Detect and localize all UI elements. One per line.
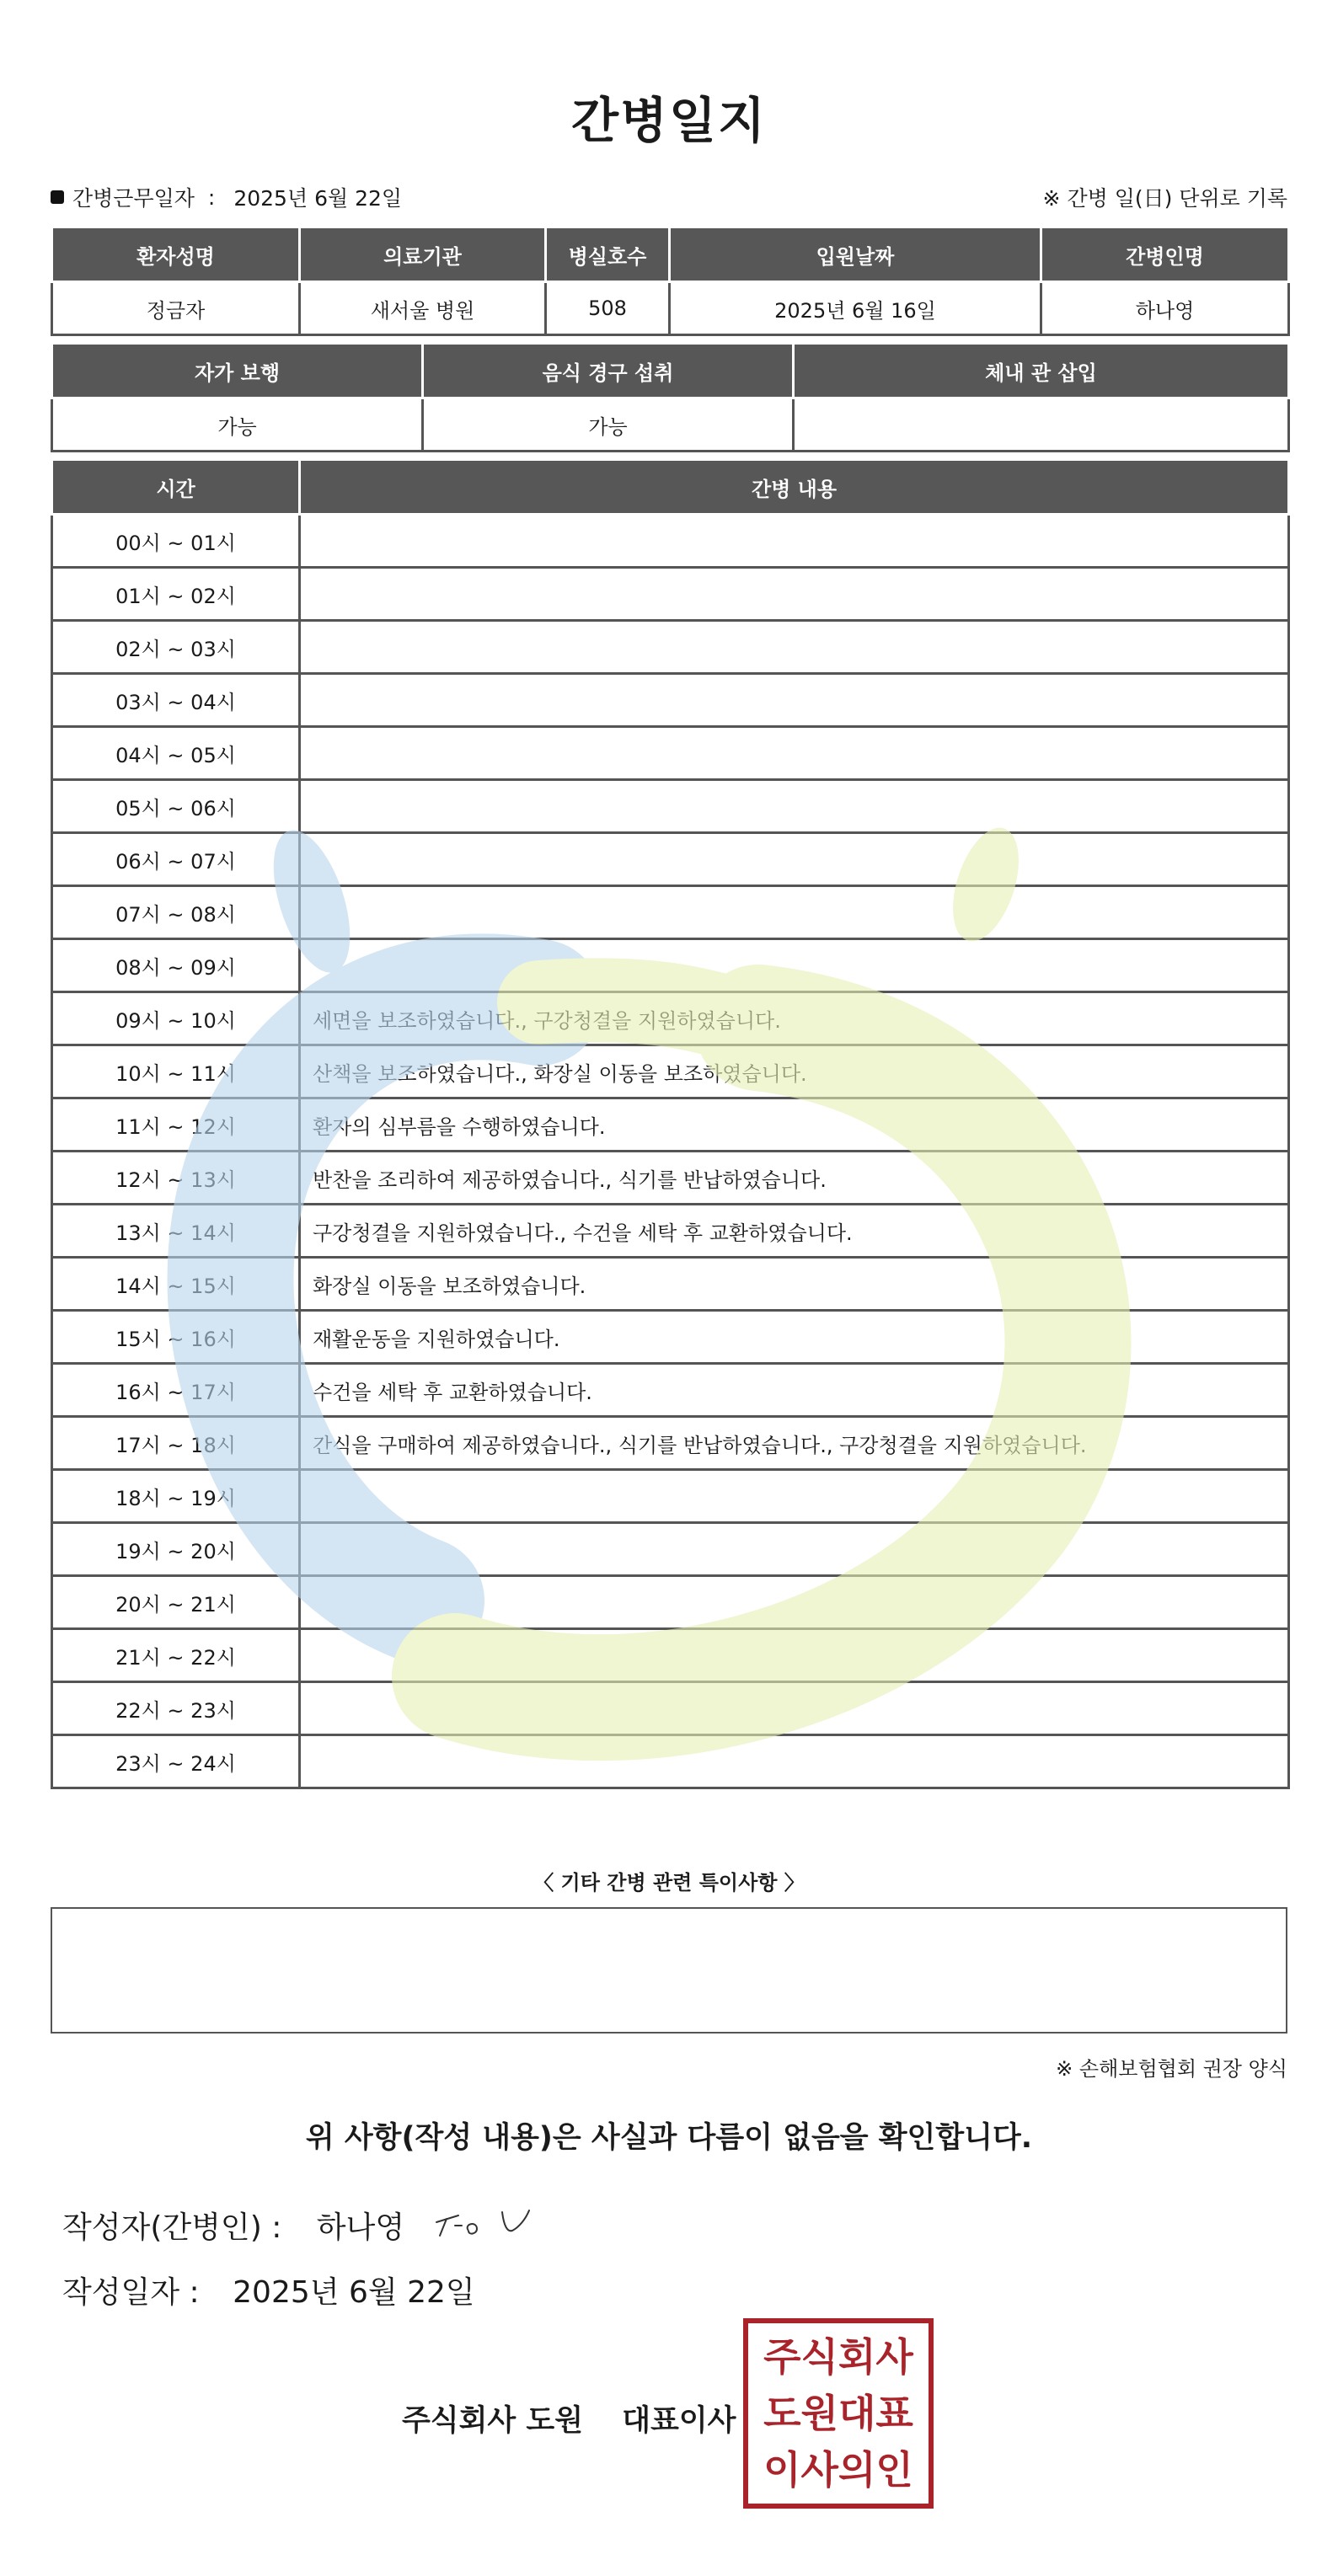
care-time-cell: 12시 ~ 13시 xyxy=(52,1152,300,1205)
special-notes-title: 〈 기타 간병 관련 특이사항 〉 xyxy=(533,1871,805,1895)
header-self-walking: 자가 보행 xyxy=(52,344,423,398)
care-time-cell: 10시 ~ 11시 xyxy=(52,1045,300,1098)
hospital-name: 새서울 병원 xyxy=(300,282,546,335)
care-content-cell xyxy=(300,1735,1289,1788)
header-time: 시간 xyxy=(52,460,300,515)
care-time-cell: 07시 ~ 08시 xyxy=(52,886,300,939)
care-log-row xyxy=(52,1682,1289,1735)
writer-name: 하나영 xyxy=(316,2210,405,2245)
work-date-label: 간병근무일자 xyxy=(72,186,195,211)
writer-line xyxy=(62,2204,404,2247)
care-log-row xyxy=(52,1311,1289,1364)
care-content-cell: 재활운동을 지원하였습니다. xyxy=(300,1311,1289,1364)
writer-label: 작성자(간병인) : xyxy=(62,2210,282,2245)
care-log-row xyxy=(52,727,1289,780)
care-time-cell: 19시 ~ 20시 xyxy=(52,1523,300,1576)
care-log-row xyxy=(52,674,1289,727)
document-title: 간병일지 xyxy=(570,92,768,149)
care-log-row xyxy=(52,1576,1289,1629)
care-content-cell: 간식을 구매하여 제공하였습니다., 식기를 반납하였습니다., 구강청결을 지원하였습니다. xyxy=(300,1417,1289,1470)
care-log-row xyxy=(52,621,1289,674)
seal-line-3: 이사의인 xyxy=(763,2447,913,2493)
care-log-row xyxy=(52,1098,1289,1152)
care-content-cell xyxy=(300,1629,1289,1682)
care-time-cell: 21시 ~ 22시 xyxy=(52,1629,300,1682)
header-tube-insertion: 체내 관 삽입 xyxy=(794,344,1289,398)
care-time-cell: 03시 ~ 04시 xyxy=(52,674,300,727)
company-name: 주식회사 도원 xyxy=(402,2404,584,2438)
care-content-cell: 산책을 보조하였습니다., 화장실 이동을 보조하였습니다. xyxy=(300,1045,1289,1098)
care-log-row xyxy=(52,939,1289,992)
care-time-cell: 23시 ~ 24시 xyxy=(52,1735,300,1788)
care-content-cell xyxy=(300,621,1289,674)
care-time-cell: 04시 ~ 05시 xyxy=(52,727,300,780)
care-content-cell xyxy=(300,515,1289,568)
care-time-cell: 14시 ~ 15시 xyxy=(52,1258,300,1311)
work-date-value: 2025년 6월 22일 xyxy=(233,186,403,211)
care-content-cell xyxy=(300,833,1289,886)
care-content-cell xyxy=(300,727,1289,780)
header-admission-date: 입원날짜 xyxy=(670,227,1041,282)
care-content-cell xyxy=(300,939,1289,992)
care-log-row xyxy=(52,568,1289,621)
care-time-cell: 22시 ~ 23시 xyxy=(52,1682,300,1735)
care-time-cell: 20시 ~ 21시 xyxy=(52,1576,300,1629)
care-log-row xyxy=(52,1364,1289,1417)
care-log-row xyxy=(52,1523,1289,1576)
company-seal-stamp xyxy=(743,2318,934,2509)
care-log-row xyxy=(52,833,1289,886)
seal-line-1: 주식회사 xyxy=(763,2333,913,2380)
written-date-value: 2025년 6월 22일 xyxy=(233,2275,475,2310)
care-log-row xyxy=(52,1152,1289,1205)
form-recommendation-note: ※ 손해보험협회 권장 양식 xyxy=(1056,2057,1287,2081)
header-hospital: 의료기관 xyxy=(300,227,546,282)
care-time-cell: 18시 ~ 19시 xyxy=(52,1470,300,1523)
care-time-cell: 09시 ~ 10시 xyxy=(52,992,300,1045)
status-header-row xyxy=(52,344,1289,398)
care-log-row xyxy=(52,886,1289,939)
seal-line-2: 도원대표 xyxy=(763,2390,913,2436)
care-log-row xyxy=(52,1735,1289,1788)
care-time-cell: 05시 ~ 06시 xyxy=(52,780,300,833)
care-content-cell xyxy=(300,886,1289,939)
care-time-cell: 11시 ~ 12시 xyxy=(52,1098,300,1152)
care-log-row xyxy=(52,1258,1289,1311)
status-value-row xyxy=(52,398,1289,452)
patient-name: 정금자 xyxy=(52,282,300,335)
care-time-cell: 01시 ~ 02시 xyxy=(52,568,300,621)
header-caregiver: 간병인명 xyxy=(1041,227,1289,282)
care-content-cell: 반찬을 조리하여 제공하였습니다., 식기를 반납하였습니다. xyxy=(300,1152,1289,1205)
care-log-row xyxy=(52,1417,1289,1470)
care-content-cell xyxy=(300,1470,1289,1523)
record-note: ※ 간병 일(日) 단위로 기록 xyxy=(1042,186,1287,211)
care-time-cell: 17시 ~ 18시 xyxy=(52,1417,300,1470)
care-content-cell: 구강청결을 지원하였습니다., 수건을 세탁 후 교환하였습니다. xyxy=(300,1205,1289,1258)
room-number: 508 xyxy=(546,282,670,335)
care-log-row xyxy=(52,992,1289,1045)
header-oral-intake: 음식 경구 섭취 xyxy=(423,344,794,398)
care-content-cell: 세면을 보조하였습니다., 구강청결을 지원하였습니다. xyxy=(300,992,1289,1045)
company-ceo-title: 대표이사 xyxy=(622,2404,736,2438)
work-date-line xyxy=(51,182,402,212)
care-time-cell: 16시 ~ 17시 xyxy=(52,1364,300,1417)
care-content-cell: 환자의 심부름을 수행하였습니다. xyxy=(300,1098,1289,1152)
care-content-cell xyxy=(300,1576,1289,1629)
care-log-row xyxy=(52,1205,1289,1258)
special-notes-box xyxy=(51,1907,1287,2034)
care-content-cell xyxy=(300,1523,1289,1576)
care-time-cell: 00시 ~ 01시 xyxy=(52,515,300,568)
care-header-row xyxy=(52,460,1289,515)
care-log-row xyxy=(52,1045,1289,1098)
care-content-cell xyxy=(300,1682,1289,1735)
header-patient-name: 환자성명 xyxy=(52,227,300,282)
care-content-cell xyxy=(300,568,1289,621)
care-time-cell: 13시 ~ 14시 xyxy=(52,1205,300,1258)
patient-value-row xyxy=(52,282,1289,335)
patient-header-row xyxy=(52,227,1289,282)
header-room: 병실호수 xyxy=(546,227,670,282)
care-log-row xyxy=(52,515,1289,568)
care-time-cell: 02시 ~ 03시 xyxy=(52,621,300,674)
admission-date: 2025년 6월 16일 xyxy=(670,282,1041,335)
care-log-row xyxy=(52,1470,1289,1523)
care-time-cell: 06시 ~ 07시 xyxy=(52,833,300,886)
confirmation-statement: 위 사항(작성 내용)은 사실과 다름이 없음을 확인합니다. xyxy=(305,2121,1033,2155)
care-time-cell: 15시 ~ 16시 xyxy=(52,1311,300,1364)
care-content-cell: 수건을 세탁 후 교환하였습니다. xyxy=(300,1364,1289,1417)
self-walking-value: 가능 xyxy=(52,398,423,452)
bullet-square-icon xyxy=(51,190,64,204)
header-care-content: 간병 내용 xyxy=(300,460,1289,515)
patient-info-table xyxy=(51,226,1290,336)
patient-status-table xyxy=(51,342,1290,452)
care-log-row xyxy=(52,780,1289,833)
care-log-row xyxy=(52,1629,1289,1682)
caregiver-name: 하나영 xyxy=(1041,282,1289,335)
written-date-line xyxy=(62,2269,475,2311)
care-time-cell: 08시 ~ 09시 xyxy=(52,939,300,992)
tube-insertion-value xyxy=(794,398,1289,452)
work-date-colon: : xyxy=(207,184,216,210)
care-log-table xyxy=(51,458,1290,1789)
oral-intake-value: 가능 xyxy=(423,398,794,452)
written-date-label: 작성일자 : xyxy=(62,2275,200,2310)
care-content-cell xyxy=(300,780,1289,833)
care-content-cell: 화장실 이동을 보조하였습니다. xyxy=(300,1258,1289,1311)
care-content-cell xyxy=(300,674,1289,727)
company-line xyxy=(402,2397,736,2440)
handwritten-signature xyxy=(430,2197,548,2247)
